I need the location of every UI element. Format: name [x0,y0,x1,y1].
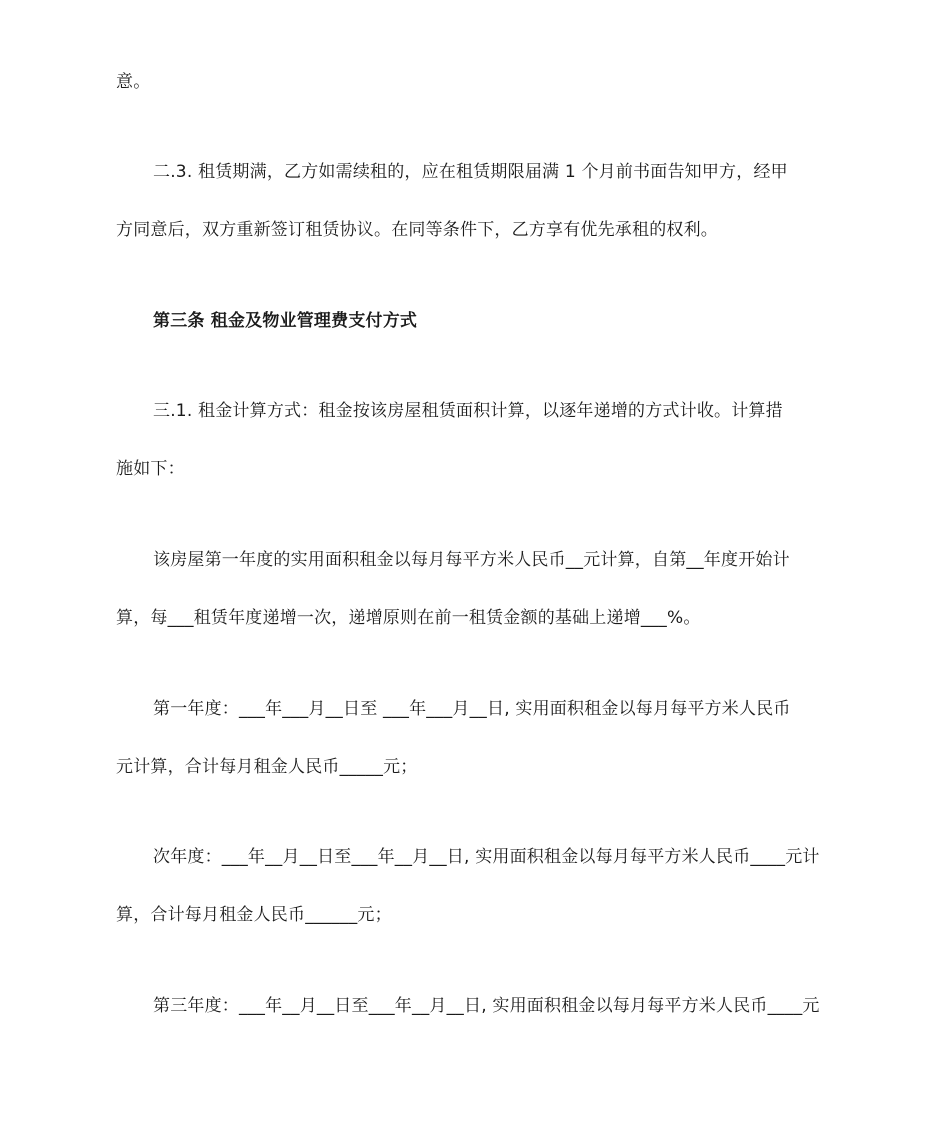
paragraph-line: 算，合计每月租金人民币______元； [116,905,392,925]
paragraph-line: 方同意后，双方重新签订租赁协议。在同等条件下，乙方享有优先承租的权利。 [116,220,718,240]
paragraph-line: 二.3. 租赁期满，乙方如需续租的，应在租赁期限届满 1 个月前书面告知甲方，经甲 [153,162,788,182]
paragraph-line: 算，每___租赁年度递增一次，递增原则在前一租赁金额的基础上递增___%。 [116,608,701,628]
paragraph-line: 第三年度：___年__月__日至___年__月__日, 实用面积租金以每月每平方米人民币____元 [153,996,820,1016]
paragraph-line: 第一年度：___年___月__日至 ___年___月__日, 实用面积租金以每月每平方米人民币 [153,699,791,719]
section-heading: 第三条 租金及物业管理费支付方式 [153,311,418,331]
paragraph-line: 三.1. 租金计算方式：租金按该房屋租赁面积计算，以逐年递增的方式计收。计算措 [153,401,783,421]
paragraph-line: 施如下： [116,459,185,479]
paragraph-line: 意。 [116,72,151,92]
paragraph-line: 元计算，合计每月租金人民币_____元； [116,757,418,777]
paragraph-line: 该房屋第一年度的实用面积租金以每月每平方米人民币__元计算，自第__年度开始计 [153,550,790,570]
paragraph-line: 次年度：___年__月__日至___年__月__日, 实用面积租金以每月每平方米人民币____元计 [153,847,820,867]
